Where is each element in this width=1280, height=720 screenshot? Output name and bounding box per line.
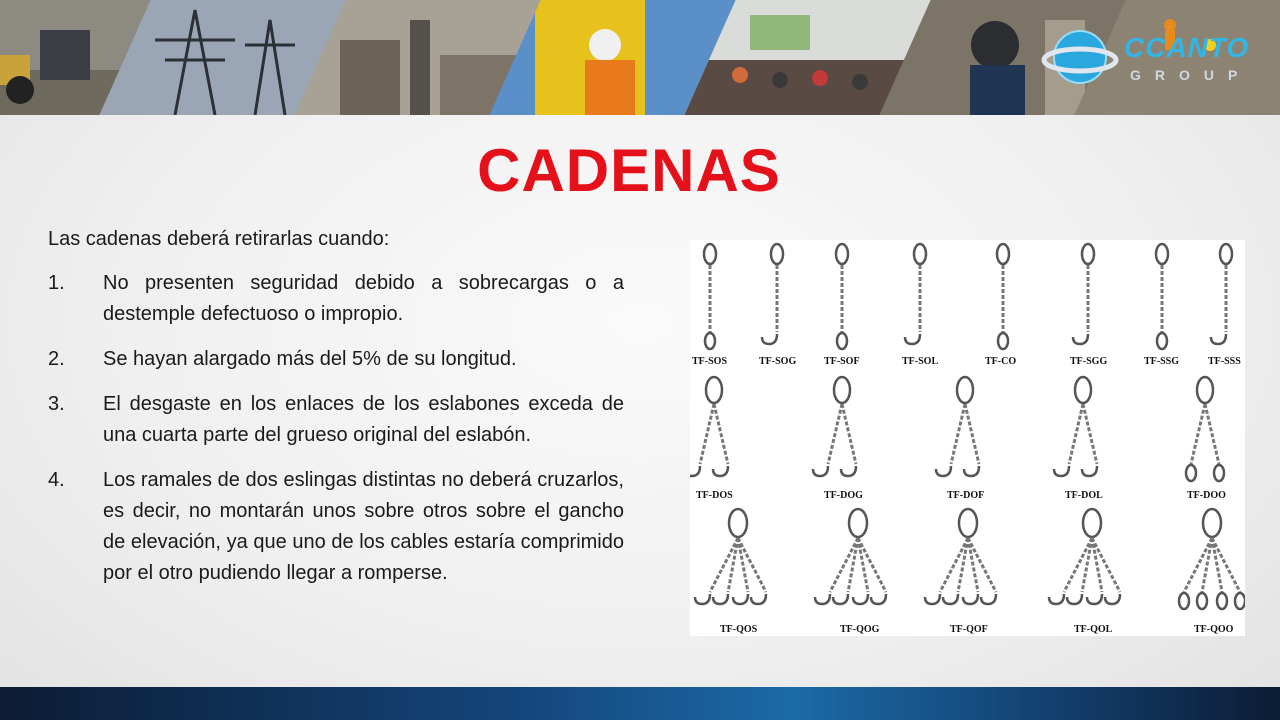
- criteria-list: [48, 268, 624, 603]
- master-link: [957, 377, 973, 403]
- master-link: [1197, 377, 1213, 403]
- list-text: Se hayan alargado más del 5% de su longitud.: [103, 348, 517, 370]
- master-link: [771, 244, 783, 264]
- footer-bar: [0, 687, 1280, 720]
- sling-label: TF-SOF: [824, 356, 860, 367]
- master-link: [729, 509, 747, 537]
- sling-label: TF-DOS: [696, 490, 733, 501]
- chain-link: [828, 404, 842, 464]
- master-link: [1203, 509, 1221, 537]
- hook: [1073, 334, 1088, 344]
- hook: [871, 594, 886, 604]
- sling-label: TF-SOG: [759, 356, 797, 367]
- end-link: [1186, 465, 1196, 481]
- chain-slings-figure: [690, 240, 1245, 636]
- master-link: [1083, 509, 1101, 537]
- intro-text: Las cadenas deberá retirarlas cuando:: [48, 228, 390, 250]
- hook: [813, 466, 828, 476]
- hook: [751, 594, 766, 604]
- hook: [925, 594, 940, 604]
- chain-link: [1083, 404, 1097, 464]
- hook: [833, 594, 848, 604]
- globe-logo-icon: [1040, 22, 1120, 92]
- end-link: [1197, 593, 1207, 609]
- end-link: [1157, 333, 1167, 349]
- chain-link: [1069, 404, 1083, 464]
- master-link: [914, 244, 926, 264]
- hook: [1082, 466, 1097, 476]
- list-number: 2.: [48, 348, 65, 370]
- header-banner: [0, 0, 1280, 115]
- sling-label: TF-DOO: [1187, 490, 1226, 501]
- end-link: [705, 333, 715, 349]
- sling-label: TF-DOL: [1065, 490, 1103, 501]
- master-link: [836, 244, 848, 264]
- hook: [1049, 594, 1064, 604]
- end-link: [1235, 593, 1245, 609]
- hook: [943, 594, 958, 604]
- hook: [841, 466, 856, 476]
- master-link: [706, 377, 722, 403]
- hook: [853, 594, 868, 604]
- slide-title: CADENAS: [477, 137, 781, 204]
- hook: [762, 334, 777, 344]
- master-link: [959, 509, 977, 537]
- hook: [1105, 594, 1120, 604]
- end-link: [1217, 593, 1227, 609]
- sling-label: TF-QOF: [950, 624, 988, 635]
- list-text: El desgaste en los enlaces de los eslabones exceda de una cuarta parte del grueso original del eslabón.: [103, 393, 624, 446]
- chain-slings-drawing: [690, 240, 1245, 636]
- end-link: [1214, 465, 1224, 481]
- sling-label: TF-SGG: [1070, 356, 1108, 367]
- master-link: [1082, 244, 1094, 264]
- sling-label: TF-SSG: [1144, 356, 1180, 367]
- sling-label: TF-DOG: [824, 490, 863, 501]
- master-link: [704, 244, 716, 264]
- list-text: No presenten seguridad debido a sobrecargas o a destemple defectuoso o impropio.: [103, 272, 624, 325]
- ccanto-group-logo: [1040, 22, 1260, 92]
- master-link: [1075, 377, 1091, 403]
- end-link: [1179, 593, 1189, 609]
- master-link: [997, 244, 1009, 264]
- hook: [1067, 594, 1082, 604]
- chain-link: [965, 404, 979, 464]
- master-link: [1220, 244, 1232, 264]
- hook: [905, 334, 920, 344]
- hook: [713, 466, 728, 476]
- sling-label: TF-QOG: [840, 624, 880, 635]
- list-number: 3.: [48, 393, 65, 415]
- sling-label: TF-QOL: [1074, 624, 1113, 635]
- chain-link: [1191, 404, 1205, 464]
- hook: [981, 594, 996, 604]
- logo-name: CCANTO: [1124, 32, 1250, 63]
- logo-subtitle: GROUP: [1130, 67, 1252, 83]
- chain-link: [700, 404, 714, 464]
- sling-label: TF-CO: [985, 356, 1017, 367]
- sling-label: TF-QOO: [1194, 624, 1234, 635]
- hook: [690, 466, 700, 476]
- master-link: [1156, 244, 1168, 264]
- hook: [936, 466, 951, 476]
- chain-link: [1205, 404, 1219, 464]
- chain-link: [842, 404, 856, 464]
- hook: [1087, 594, 1102, 604]
- sling-label: TF-DOF: [947, 490, 985, 501]
- list-item: [48, 344, 624, 375]
- sling-label: TF-SSS: [1208, 356, 1241, 367]
- hook: [1211, 334, 1226, 344]
- list-item: [48, 268, 624, 330]
- list-item: [48, 389, 624, 451]
- master-link: [849, 509, 867, 537]
- hook: [815, 594, 830, 604]
- hook: [733, 594, 748, 604]
- sling-label: TF-SOS: [692, 356, 728, 367]
- sling-label: TF-QOS: [720, 624, 758, 635]
- list-number: 1.: [48, 272, 65, 294]
- list-item: [48, 465, 624, 589]
- hook: [695, 594, 710, 604]
- list-text: Los ramales de dos eslingas distintas no deberá cruzarlos, es decir, no montarán unos sobre otros sobre el gancho de elevación, ya que uno de los cables estaría comprimido por el otro pudiendo llegar a romperse.: [103, 469, 624, 584]
- hook: [963, 594, 978, 604]
- end-link: [998, 333, 1008, 349]
- hook: [1054, 466, 1069, 476]
- hook: [964, 466, 979, 476]
- master-link: [834, 377, 850, 403]
- hook: [713, 594, 728, 604]
- list-number: 4.: [48, 469, 65, 491]
- sling-label: TF-SOL: [902, 356, 939, 367]
- chain-link: [714, 404, 728, 464]
- end-link: [837, 333, 847, 349]
- chain-link: [951, 404, 965, 464]
